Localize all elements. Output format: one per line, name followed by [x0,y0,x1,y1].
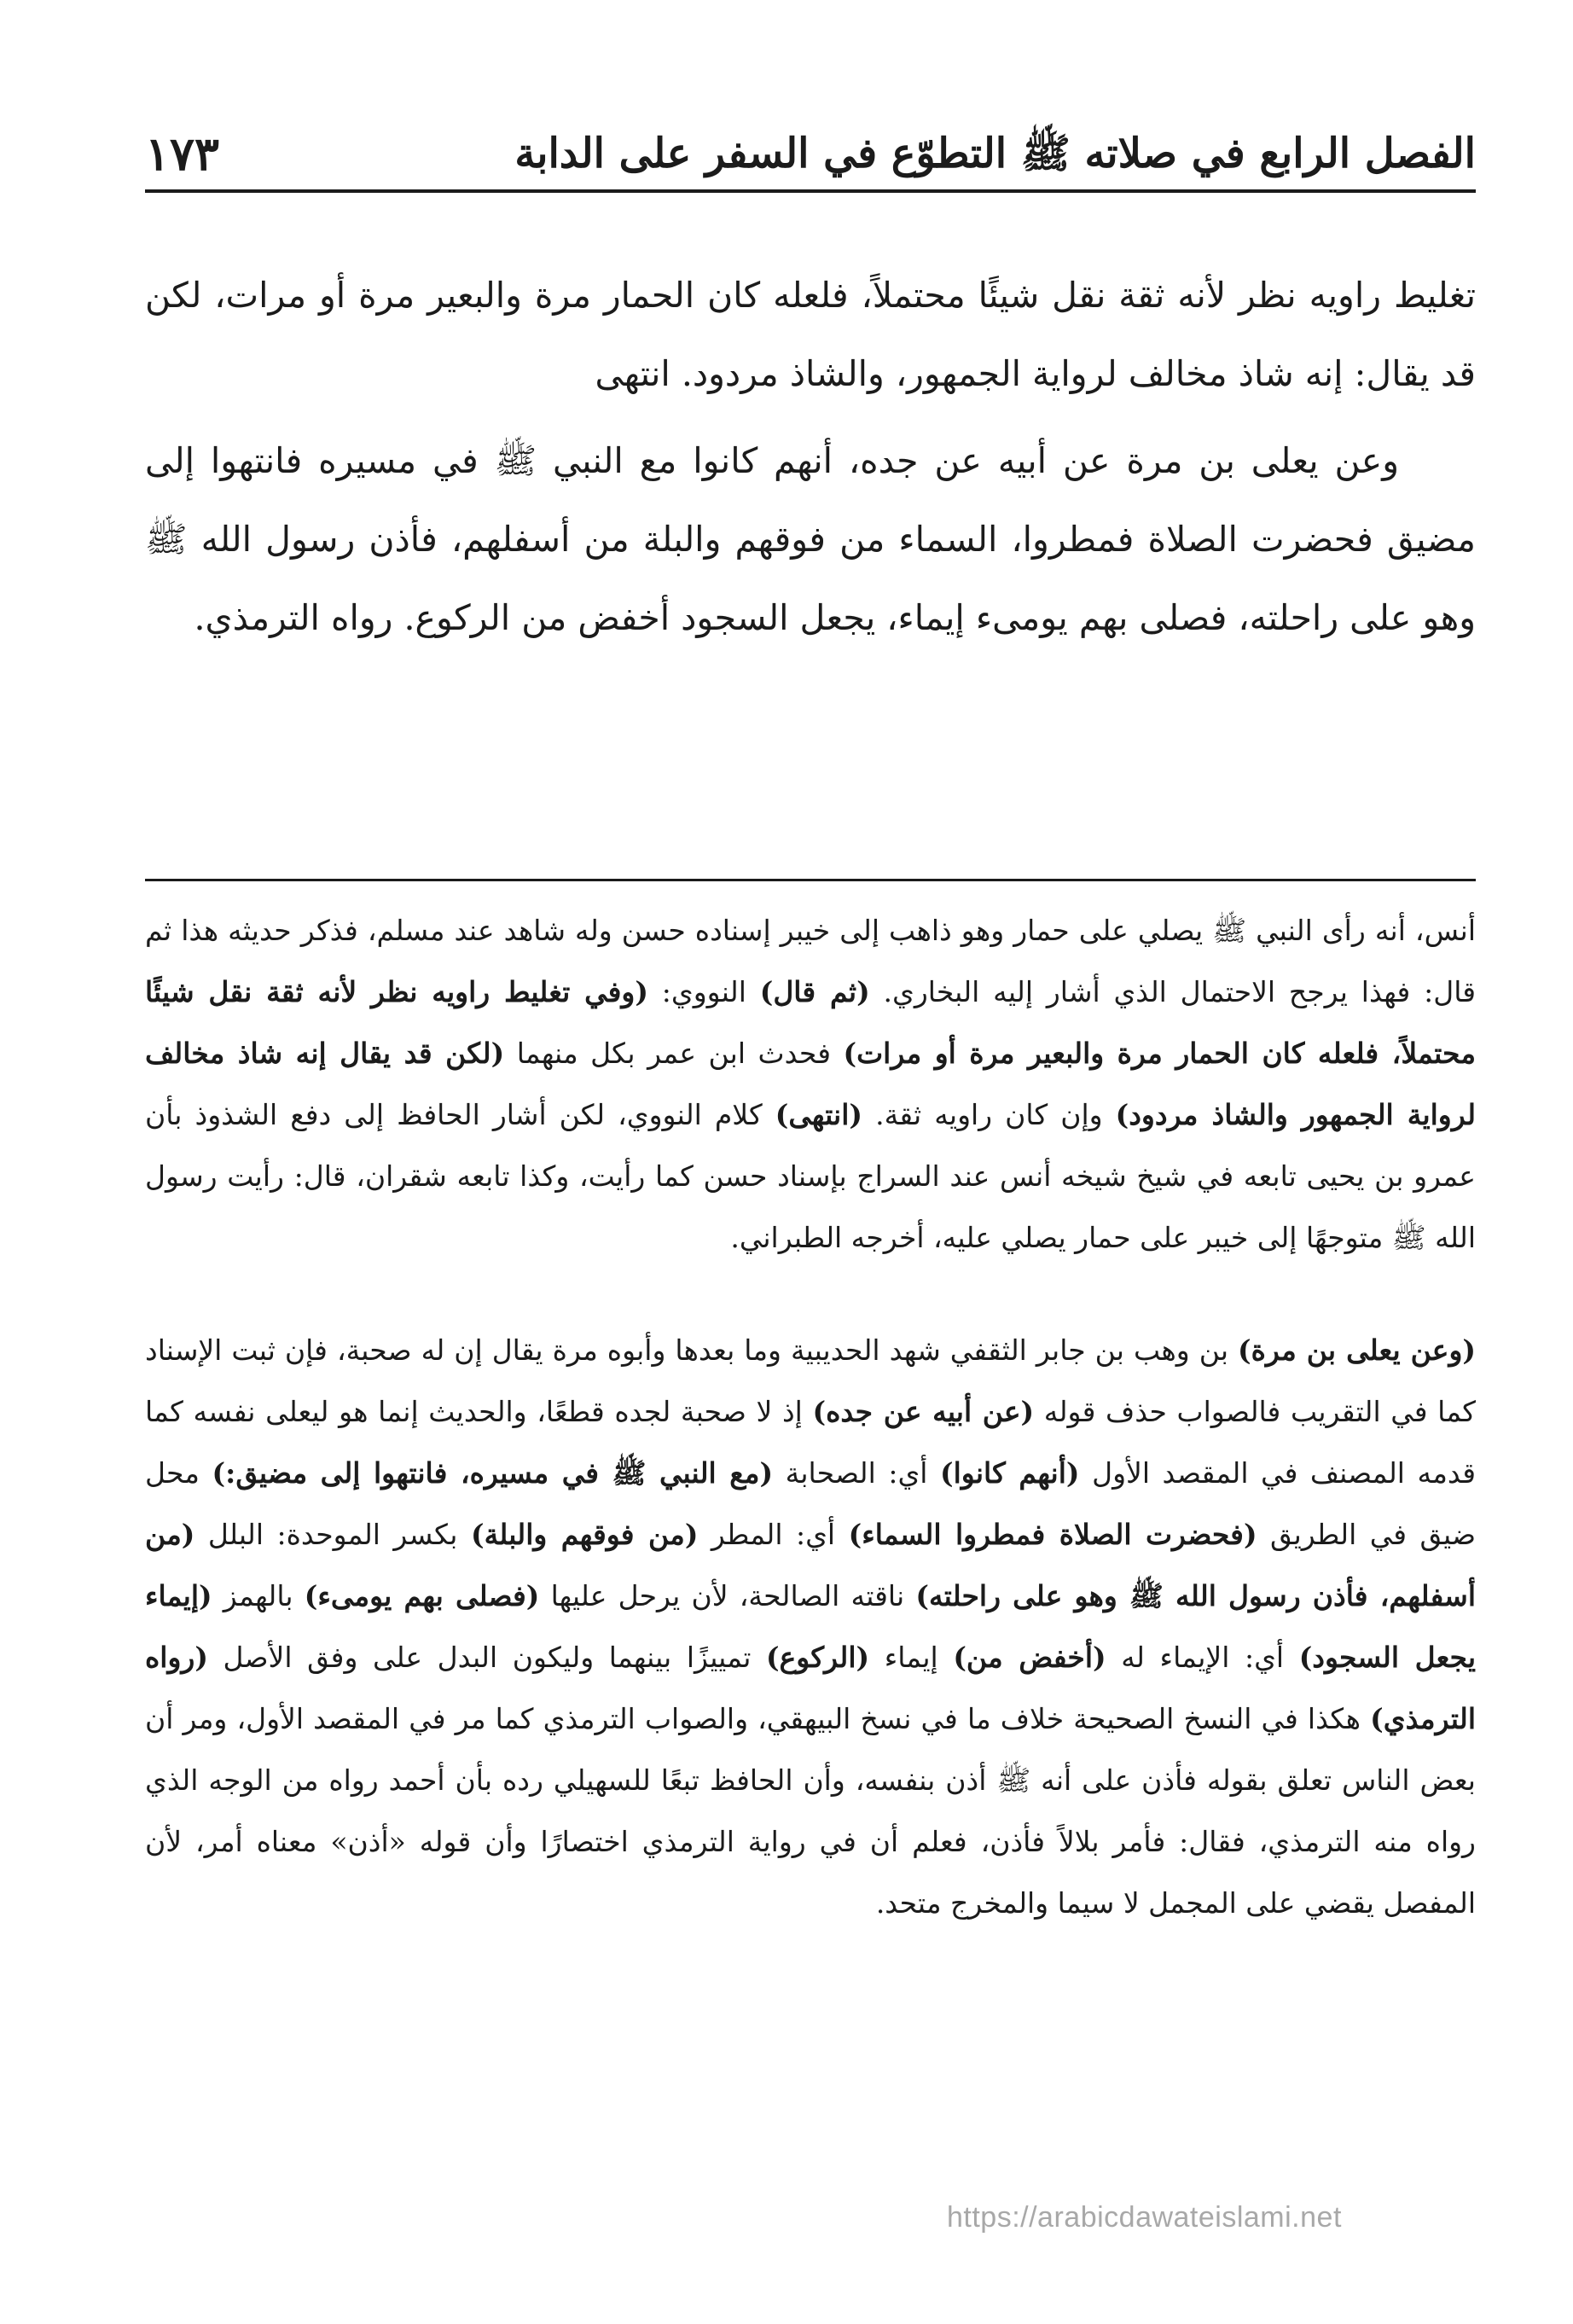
quoted-phrase: (من فوقهم والبلة) [470,1518,699,1551]
footnote-divider [145,879,1476,881]
commentary-text: فحدث ابن عمر بكل منهما [504,1037,844,1070]
commentary-text: إذ لا صحبة لجده قطعًا، والحديث إنما هو ليعلى نفسه كما قدمه المصنف في المقصد الأول [145,1395,1476,1490]
commentary [145,900,1476,1934]
commentary-text: أنس، أنه رأى النبي ﷺ يصلي على حمار وهو ذاهب إلى خيبر إسناده حسن وله شاهد عند مسلم، فذكر حديثه هذا ثم قال: فهذا يرجح الاحتمال الذي أشار إليه البخاري. [145,914,1477,1008]
quoted-phrase: (لكن قد يقال إنه شاذ مخالف لرواية الجمهور والشاذ مردود) [145,1037,1477,1131]
watermark-url: https://arabicdawateislami.net [947,2201,1342,2234]
commentary-paragraph [145,900,1476,1269]
commentary-text: محل ضيق في الطريق [145,1456,1476,1551]
quoted-phrase: (أخفض من) [953,1641,1106,1674]
commentary-text: بن وهب بن جابر الثقفي شهد الحديبية وما بعدها وأبوه مرة يقال إن له صحبة، فإن ثبت الإسناد كما في التقريب فالصواب حذف قوله [145,1333,1476,1428]
quoted-phrase: (ثم قال) [759,975,870,1008]
commentary-text: النووي: [647,975,760,1008]
quoted-phrase: (فصلى بهم يومىء) [304,1579,540,1612]
hadith-paragraph: وعن يعلى بن مرة عن أبيه عن جده، أنهم كانوا مع النبي ﷺ في مسيره فانتهوا إلى مضيق فحضرت الصلاة فمطروا، السماء من فوقهم والبلة من أسفلهم، فأذن رسول الله ﷺ وهو على راحلته، فصلى بهم يومىء إيماء، يجعل السجود أخفض من الركوع. رواه الترمذي. [145,440,1476,638]
main-paragraph: تغليط راويه نظر لأنه ثقة نقل شيئًا محتملاً، فلعله كان الحمار مرة والبعير مرة أو مرات، لكن قد يقال: إنه شاذ مخالف لرواية الجمهور، والشاذ مردود. انتهى [145,275,1476,394]
commentary-text: إيماء [869,1641,954,1674]
quoted-phrase: (وفي تغليط راويه نظر لأنه ثقة نقل شيئًا محتملاً، فلعله كان الحمار مرة والبعير مرة أو مرات) [145,975,1477,1070]
commentary-text: هكذا في النسخ الصحيحة خلاف ما في نسخ البيهقي، والصواب الترمذي كما مر في المقصد الأول، ومر أن بعض الناس تعلق بقوله فأذن على أنه ﷺ أذن بنفسه، وأن الحافظ تبعًا للسهيلي رده بأن أحمد رواه من الوجه الذي رواه منه الترمذي، فقال: فأمر بلالاً فأذن، فعلم أن في رواية الترمذي اختصارًا وأن قوله «أذن» معناه أمر، لأن المفصل يقضي على المجمل لا سيما والمخرج متحد. [145,1702,1476,1920]
quoted-phrase: (إيماء يجعل السجود) [145,1579,1476,1674]
running-header [145,119,1476,188]
quoted-phrase: (أنهم كانوا) [940,1456,1080,1490]
quoted-phrase: (انتهى) [775,1098,863,1131]
quoted-phrase: (رواه الترمذي) [145,1641,1476,1735]
commentary-paragraph [145,1320,1476,1934]
chapter-title: الفصل الرابع في صلاته ﷺ التطوّع في السفر على الدابة [514,130,1476,177]
quoted-phrase: (مع النبي ﷺ في مسيره، فانتهوا إلى مضيق:) [212,1456,774,1490]
page-number: ١٧٣ [145,126,220,181]
commentary-text: تمييزًا بينهما وليكون البدل على وفق الأصل [207,1641,766,1674]
quoted-phrase: (فحضرت الصلاة فمطروا السماء) [848,1518,1257,1551]
commentary-text: كلام النووي، لكن أشار الحافظ إلى دفع الشذوذ بأن عمرو بن يحيى تابعه في شيخ شيخه أنس عند السراج بإسناد حسن كما رأيت، وكذا تابعه شقران، قال: رأيت رسول الله ﷺ متوجهًا إلى خيبر على حمار يصلي عليه، أخرجه الطبراني. [145,1098,1476,1254]
commentary-text: بالهمز [212,1579,305,1612]
commentary-text: أي: الإيماء له [1106,1641,1299,1674]
commentary-text: ناقته الصالحة، لأن يرحل عليها [539,1579,916,1612]
commentary-text: أي: الصحابة [773,1456,941,1490]
quoted-phrase: (الركوع) [766,1641,870,1674]
quoted-phrase: (وعن يعلى بن مرة) [1238,1333,1476,1367]
commentary-text: أي: المطر [698,1518,849,1551]
commentary-text: بكسر الموحدة: البلل [194,1518,471,1551]
quoted-phrase: (من أسفلهم، فأذن رسول الله ﷺ وهو على راحلته) [145,1518,1476,1612]
header-divider [145,189,1476,193]
main-text [145,256,1476,657]
commentary-text: وإن كان راويه ثقة. [862,1098,1116,1131]
quoted-phrase: (عن أبيه عن جده) [812,1395,1035,1428]
